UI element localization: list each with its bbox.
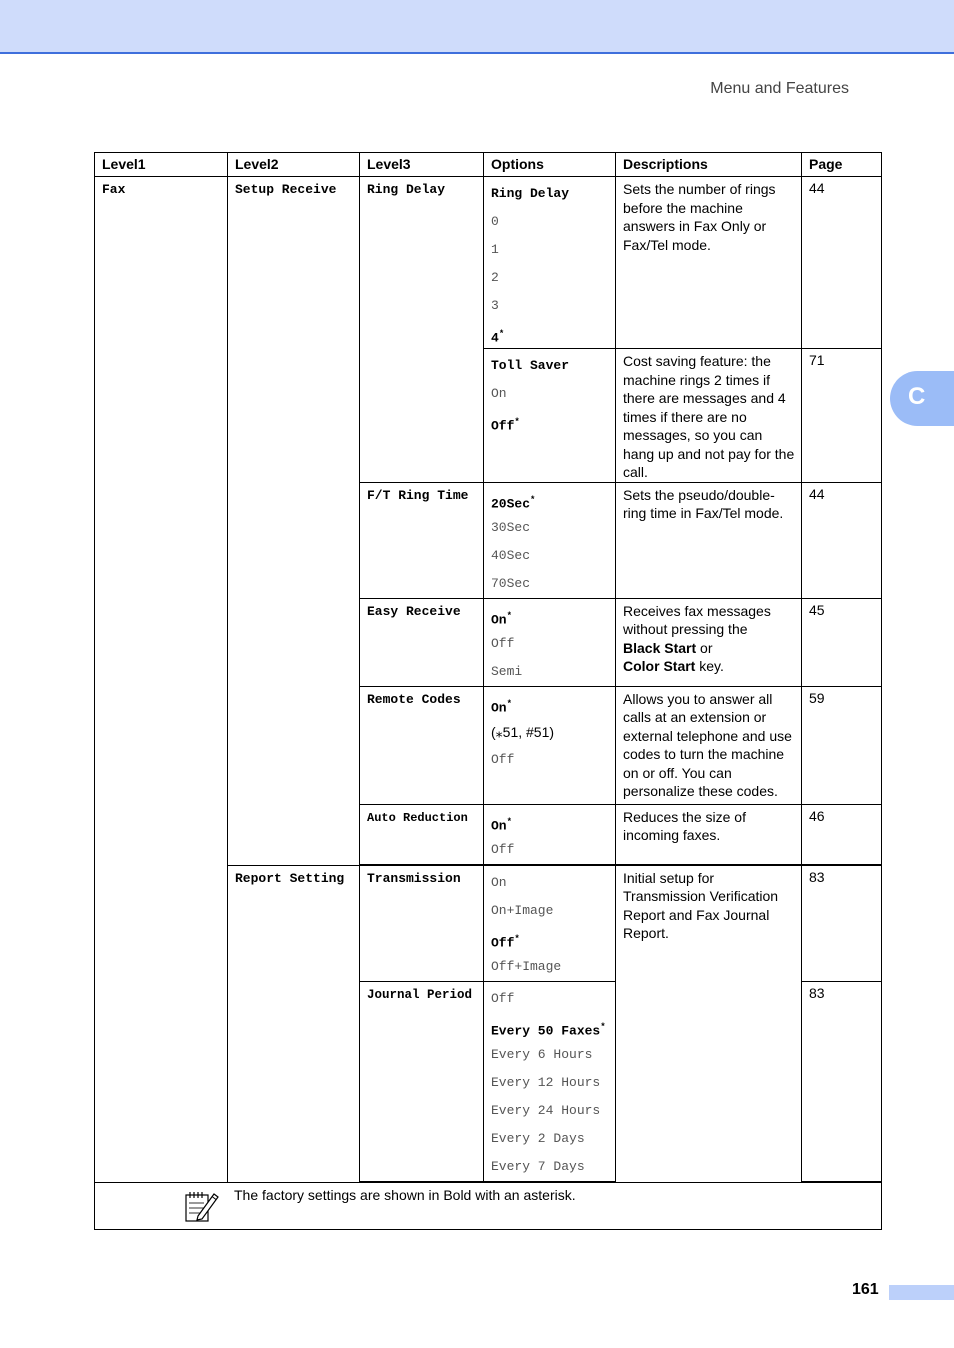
option-item: Every 6 Hours [491,1046,593,1062]
option-item: (⁎51, #51) [491,723,555,740]
level1-cell: Fax [95,177,228,1183]
option-item: 3 [491,298,499,313]
chapter-tab [890,371,954,426]
note-pencil-icon [184,1189,220,1223]
options-cell [484,686,616,804]
col-header: Level1 [95,153,228,177]
col-header: Options [484,153,616,177]
option-item: Every 2 Days [491,1130,585,1146]
level3-cell: Journal Period [360,981,484,1181]
level3-cell: Remote Codes [360,686,484,804]
option-item: Off [491,841,515,857]
option-item: 2 [491,270,499,285]
option-item-default: On* [491,816,513,833]
options-cell [484,349,616,483]
option-item: Every 12 Hours [491,1074,601,1090]
page-number-bar [889,1285,954,1300]
page-cell: 59 [802,686,882,804]
col-header: Page [802,153,882,177]
description-cell: Initial setup for Transmission Verification Report and Fax Journal Report. [616,865,802,1182]
top-color-band [0,0,954,54]
note-cell [95,1182,882,1229]
option-item: On+Image [491,902,554,918]
level2-cell: Setup Receive [228,177,360,866]
page-cell: 44 [802,482,882,598]
level3-cell: Auto Reduction [360,804,484,864]
option-item: Toll Saver [491,358,570,373]
option-item: 1 [491,242,499,257]
description-cell: Sets the number of rings before the machine answers in Fax Only or Fax/Tel mode. [616,177,802,349]
option-item: 70Sec [491,575,531,591]
level3-cell: Transmission [360,865,484,981]
note-row [95,1182,882,1229]
level3-cell: Ring Delay [360,177,484,483]
description-cell: Cost saving feature: the machine rings 2 times if there are messages and 4 times if there are no messages, so you can hang up and not pay for the call. [616,349,802,483]
option-item-default: 4* [491,329,505,346]
option-item: Every 24 Hours [491,1102,601,1118]
option-item: On [491,874,507,890]
options-cell [484,598,616,686]
options-cell [484,804,616,864]
option-item: Off [491,751,515,767]
col-header: Level3 [360,153,484,177]
description-cell: Receives fax messages without pressing the Black Start or Color Start key. [616,598,802,686]
option-item: Semi [491,663,523,679]
page-cell: 46 [802,804,882,864]
table-row [95,177,882,349]
note-text: The factory settings are shown in Bold with an asterisk. [234,1186,576,1203]
option-item: 40Sec [491,547,531,563]
option-item: Ring Delay [491,186,570,201]
option-item: Off [491,990,515,1006]
options-cell [484,865,616,981]
menu-table [94,152,882,1230]
option-item-default: On* [491,610,513,627]
options-cell [484,177,616,349]
option-item: Off+Image [491,958,562,974]
description-cell: Sets the pseudo/double-ring time in Fax/Tel mode. [616,482,802,598]
col-header: Level2 [228,153,360,177]
option-item-default: On* [491,698,513,715]
chapter-letter: C [908,383,926,410]
option-item-default: Every 50 Faxes* [491,1021,606,1038]
page-number: 161 [852,1281,879,1298]
page-cell: 83 [802,981,882,1181]
page-cell: 45 [802,598,882,686]
page-cell: 71 [802,349,882,483]
level2-cell: Report Setting [228,865,360,1182]
page-cell: 44 [802,177,882,349]
options-cell [484,482,616,598]
option-item-default: Off* [491,417,520,434]
description-cell: Reduces the size of incoming faxes. [616,804,802,864]
level3-cell: Easy Receive [360,598,484,686]
option-item-default: 20Sec* [491,494,536,511]
page-cell: 83 [802,865,882,981]
option-item: 30Sec [491,519,531,535]
option-item: Every 7 Days [491,1158,585,1174]
description-cell: Allows you to answer all calls at an extension or external telephone and use codes to turn the machine on or off. You can personalize these codes. [616,686,802,804]
table-header-row [95,153,882,177]
option-item: On [491,386,507,401]
level3-cell: F/T Ring Time [360,482,484,598]
col-header: Descriptions [616,153,802,177]
option-item: 0 [491,214,499,229]
running-head: Menu and Features [710,80,849,97]
option-item-default: Off* [491,933,520,950]
option-item: Off [491,635,515,651]
options-cell [484,981,616,1181]
